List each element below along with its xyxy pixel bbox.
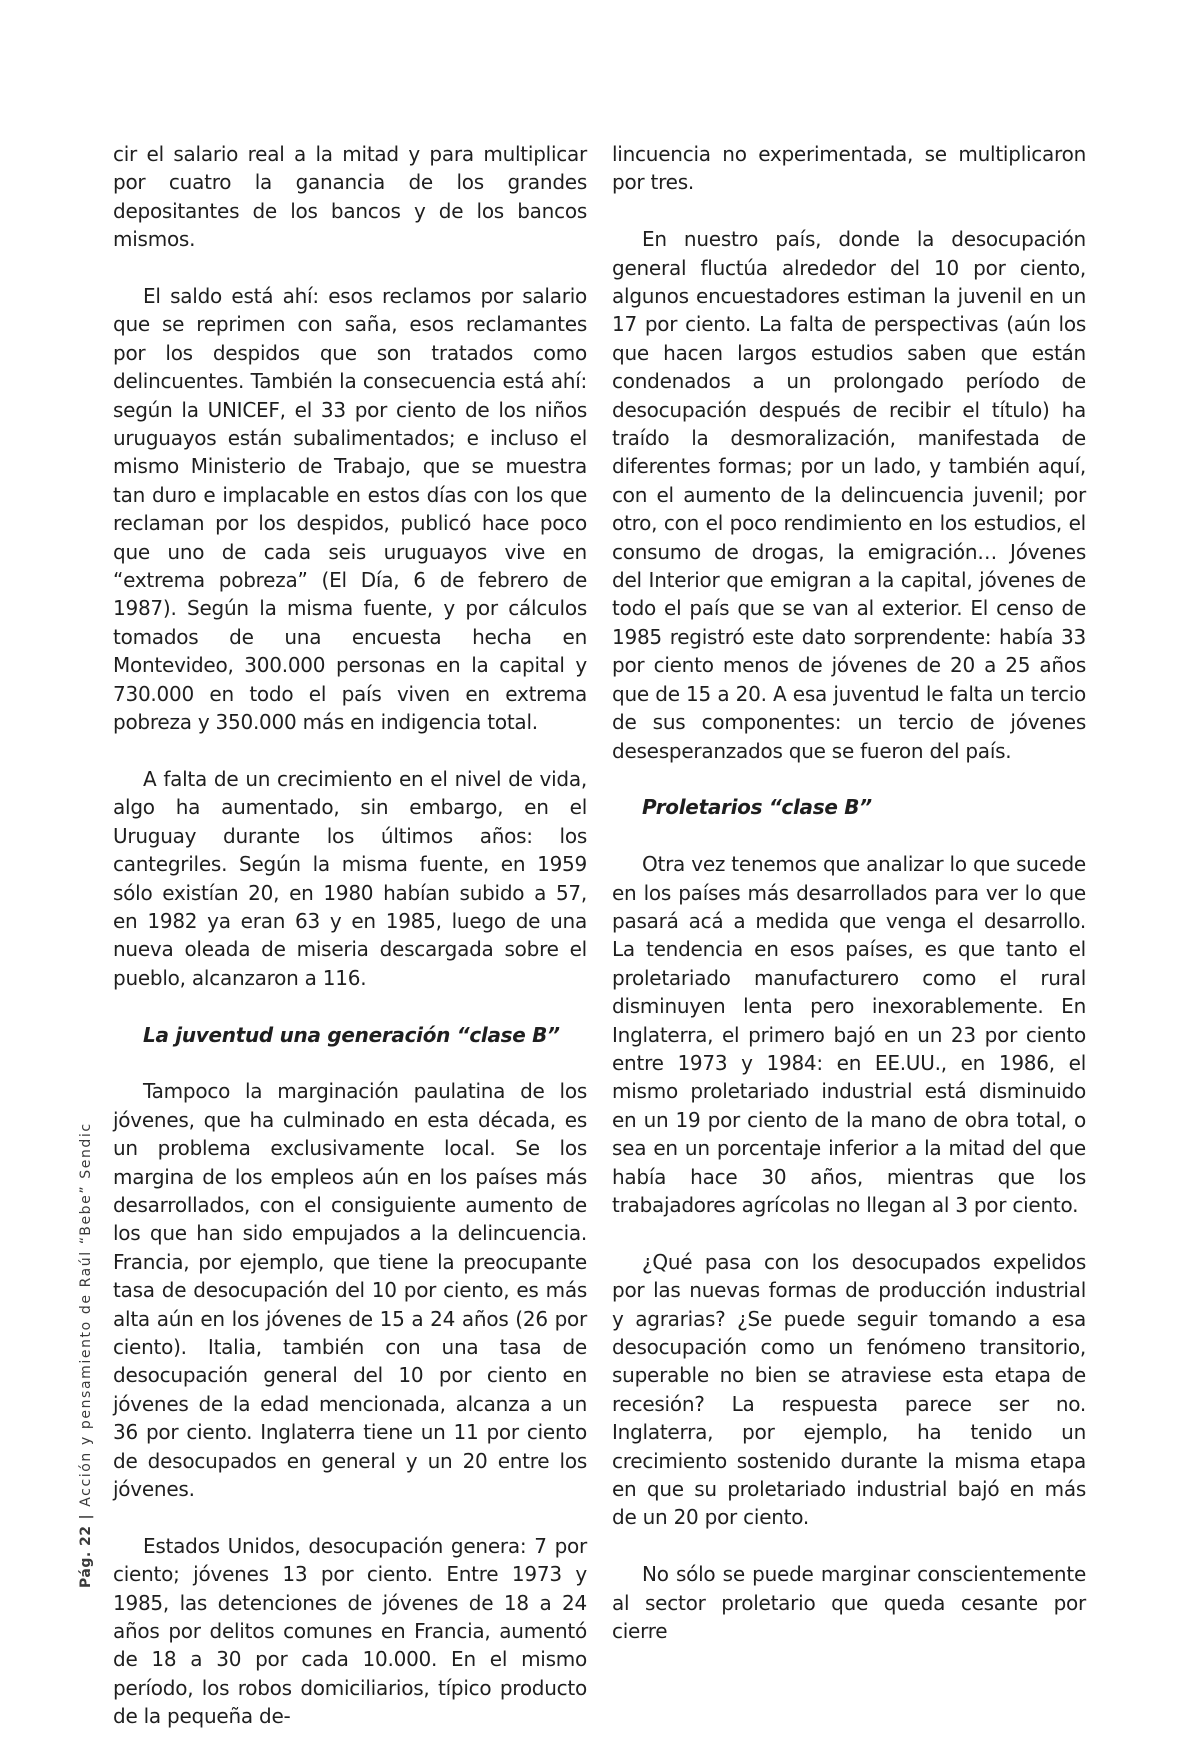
paragraph: cir el salario real a la mitad y para multiplicar por cuatro la ganancia de los grandes depositantes de los bancos y de los bancos mismos. <box>113 142 587 252</box>
page-number: Pág. 22 <box>78 1525 94 1588</box>
right-column <box>612 140 1086 1674</box>
running-footer <box>78 1122 94 1588</box>
section-heading: Proletarios “clase B” <box>642 795 872 820</box>
left-column <box>113 140 587 1759</box>
paragraph: No sólo se puede marginar conscientemente al sector proletario que queda cesante por cierre <box>612 1562 1086 1644</box>
section-heading: La juventud una generación “clase B” <box>143 1022 560 1047</box>
book-title: Acción y pensamiento de Raúl “Bebe” Sendic <box>78 1122 94 1507</box>
paragraph: En nuestro país, donde la desocupación general fluctúa alrededor del 10 por ciento, algunos encuestadores estiman la juvenil en un 17 por ciento. La falta de perspectivas (aún los que hacen largos estudios saben que están condenados a un prolongado período de desocupación después de recibir el título) ha traído la desmoralización, manifestada de diferentes formas; por un lado, y también aquí, con el aumento de la delincuencia juvenil; por otro, con el poco rendimiento en los estudios, el consumo de drogas, la emigración… Jóvenes del Interior que emigran a la capital, jóvenes de todo el país que se van al exterior. El censo de 1985 registró este dato sorprendente: había 33 por ciento menos de jóvenes de 20 a 25 años que de 15 a 20. A esa juventud le falta un tercio de sus componentes: un tercio de jóvenes desesperanzados que se fueron del país. <box>612 227 1086 763</box>
paragraph: Otra vez tenemos que analizar lo que sucede en los países más desarrollados para ver lo que pasará acá a medida que venga el desarrollo. La tendencia en esos países, es que tanto el proletariado manufacturero como el rural disminuyen lenta pero inexorablemente. En Inglaterra, el primero bajó en un 23 por ciento entre 1973 y 1984: en EE.UU., en 1986, el mismo proletariado industrial está disminuido en un 19 por ciento de la mano de obra total, o sea en un porcentaje inferior a la mitad del que había hace 30 años, mientras que los trabajadores agrícolas no llegan al 3 por ciento. <box>612 852 1086 1217</box>
paragraph: A falta de un crecimiento en el nivel de vida, algo ha aumentado, sin embargo, en el Uruguay durante los últimos años: los cantegriles. Según la misma fuente, en 1959 sólo existían 20, en 1980 habían subido a 57, en 1982 ya eran 63 y en 1985, luego de una nueva oleada de miseria descargada sobre el pueblo, alcanzaron a 116. <box>113 766 587 990</box>
footer-separator: | <box>78 1512 94 1520</box>
paragraph: lincuencia no experimentada, se multiplicaron por tres. <box>612 142 1086 195</box>
paragraph: Tampoco la marginación paulatina de los jóvenes, que ha culminado en esta década, es un problema exclusivamente local. Se los margina de los empleos aún en los países más desarrollados, con el consiguiente aumento de los que han sido empujados a la delincuencia. Francia, por ejemplo, que tiene la preocupante tasa de desocupación del 10 por ciento, es más alta aún en los jóvenes de 15 a 24 años (26 por ciento). Italia, también con una tasa de desocupación general del 10 por ciento en jóvenes de la edad mencionada, alcanza a un 36 por ciento. Inglaterra tiene un 11 por ciento de desocupados en general y un 20 entre los jóvenes. <box>113 1079 587 1502</box>
paragraph: El saldo está ahí: esos reclamos por salario que se reprimen con saña, esos reclamantes por los despidos que son tratados como delincuentes. También la consecuencia está ahí: según la UNICEF, el 33 por ciento de los niños uruguayos están subalimentados; e incluso el mismo Ministerio de Trabajo, que se muestra tan duro e implacable en estos días con los que reclaman por los despidos, publicó hace poco que uno de cada seis uruguayos vive en “extrema pobreza” (El Día, 6 de febrero de 1987). Según la misma fuente, y por cálculos tomados de una encuesta hecha en Montevideo, 300.000 personas en la capital y 730.000 en todo el país viven en extrema pobreza y 350.000 más en indigencia total. <box>113 284 587 735</box>
paragraph: ¿Qué pasa con los desocupados expelidos por las nuevas formas de producción industrial y agrarias? ¿Se puede seguir tomando a esa desocupación como un fenómeno transitorio, superable no bien se atraviese esta etapa de recesión? La respuesta parece ser no. Inglaterra, por ejemplo, ha tenido un crecimiento sostenido durante la misma etapa en que su proletariado industrial bajó en más de un 20 por ciento. <box>612 1249 1086 1530</box>
paragraph: Estados Unidos, desocupación genera: 7 por ciento; jóvenes 13 por ciento. Entre 1973 y 1985, las detenciones de jóvenes de 18 a 24 años por delitos comunes en Francia, aumentó de 18 a 30 por cada 10.000. En el mismo período, los robos domiciliarios, típico producto de la pequeña de- <box>113 1533 587 1729</box>
